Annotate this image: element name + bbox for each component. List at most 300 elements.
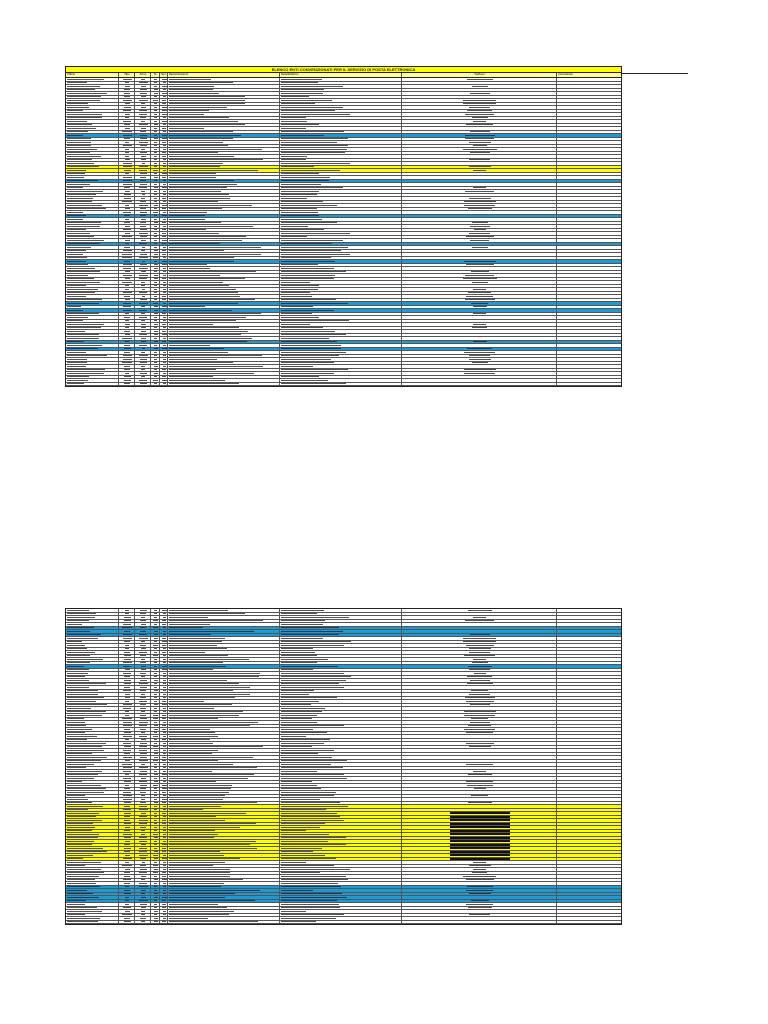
illegible-text — [141, 128, 146, 129]
illegible-text — [67, 708, 91, 709]
illegible-text — [162, 739, 166, 740]
table-cell — [119, 714, 135, 717]
table-cell — [135, 861, 151, 864]
table-cell — [135, 809, 151, 812]
illegible-text — [463, 278, 497, 279]
illegible-text — [464, 373, 495, 374]
illegible-text — [463, 641, 496, 642]
illegible-text — [281, 107, 343, 108]
illegible-text — [281, 299, 336, 300]
illegible-text — [141, 313, 145, 314]
table-cell — [557, 749, 621, 752]
illegible-text — [163, 771, 166, 772]
table-cell — [119, 669, 135, 672]
table-cell — [66, 655, 119, 658]
table-cell — [557, 889, 621, 892]
illegible-text — [281, 806, 348, 807]
illegible-text — [125, 785, 129, 786]
illegible-text — [169, 659, 249, 660]
table-cell — [160, 267, 168, 270]
illegible-text — [281, 282, 310, 283]
table-cell — [135, 113, 151, 116]
table-cell — [119, 120, 135, 123]
illegible-text — [125, 233, 130, 234]
table-cell — [135, 96, 151, 99]
table-cell — [280, 648, 402, 651]
table-cell — [280, 735, 402, 738]
illegible-text — [139, 345, 147, 346]
illegible-text — [169, 918, 208, 919]
table-cell — [135, 732, 151, 735]
illegible-text — [162, 813, 166, 814]
illegible-text — [281, 911, 306, 912]
table-cell — [119, 665, 135, 668]
table-cell — [135, 120, 151, 123]
illegible-text — [67, 715, 102, 716]
table-cell — [119, 344, 135, 347]
illegible-text — [124, 802, 131, 803]
illegible-text — [169, 662, 223, 663]
illegible-text — [153, 212, 158, 213]
table-cell — [151, 117, 160, 120]
illegible-text — [281, 900, 337, 901]
illegible-text — [281, 341, 337, 342]
table-cell — [151, 145, 160, 148]
table-cell — [168, 337, 280, 340]
table-cell — [160, 861, 168, 864]
table-cell — [151, 781, 160, 784]
illegible-text — [465, 620, 494, 621]
table-cell — [119, 379, 135, 382]
table-cell — [280, 313, 402, 316]
table-cell — [557, 236, 621, 239]
illegible-text — [169, 907, 227, 908]
illegible-text — [154, 208, 157, 209]
illegible-text — [154, 813, 157, 814]
illegible-text — [67, 820, 102, 821]
illegible-text — [139, 767, 148, 768]
table-cell — [160, 337, 168, 340]
illegible-text — [141, 79, 145, 80]
table-cell — [151, 201, 160, 204]
illegible-text — [141, 624, 146, 625]
illegible-text — [162, 788, 167, 789]
illegible-text — [281, 226, 308, 227]
illegible-text — [169, 191, 221, 192]
illegible-text — [67, 285, 86, 286]
illegible-text — [169, 893, 235, 894]
table-cell — [557, 358, 621, 361]
table-cell — [168, 379, 280, 382]
table-cell — [151, 802, 160, 805]
illegible-text — [67, 771, 102, 772]
table-cell — [557, 162, 621, 165]
table-cell — [402, 718, 557, 721]
illegible-text — [140, 135, 147, 136]
illegible-text — [124, 655, 131, 656]
table-cell — [557, 267, 621, 270]
table-cell — [135, 292, 151, 295]
table-cell — [135, 295, 151, 298]
table-cell — [151, 106, 160, 109]
table-cell — [119, 225, 135, 228]
table-cell — [66, 117, 119, 120]
illegible-text — [163, 655, 166, 656]
table-cell — [135, 662, 151, 665]
table-cell — [168, 760, 280, 763]
table-cell — [66, 844, 119, 847]
table-cell — [402, 138, 557, 141]
table-cell — [135, 281, 151, 284]
table-cell — [151, 281, 160, 284]
table-cell — [168, 819, 280, 822]
table-cell — [66, 302, 119, 305]
table-cell — [119, 232, 135, 235]
table-cell — [160, 383, 168, 386]
illegible-text — [281, 827, 320, 828]
table-cell — [557, 613, 621, 616]
table-cell — [168, 330, 280, 333]
table-cell — [402, 180, 557, 183]
table-cell — [168, 187, 280, 190]
table-cell — [160, 281, 168, 284]
table-cell — [402, 634, 557, 637]
illegible-text — [154, 355, 157, 356]
table-cell — [160, 320, 168, 323]
table-cell — [280, 893, 402, 896]
illegible-text — [169, 613, 245, 614]
illegible-text — [122, 627, 132, 628]
table-cell — [557, 166, 621, 169]
illegible-text — [139, 82, 148, 83]
illegible-text — [154, 708, 157, 709]
table-cell — [557, 127, 621, 130]
illegible-text — [141, 844, 146, 845]
table-cell — [160, 882, 168, 885]
illegible-text — [67, 96, 101, 97]
table-cell — [160, 369, 168, 372]
illegible-text — [154, 876, 157, 877]
illegible-text — [169, 110, 209, 111]
illegible-text — [140, 208, 146, 209]
illegible-text — [281, 334, 346, 335]
illegible-text — [163, 345, 166, 346]
table-cell — [66, 295, 119, 298]
illegible-text — [123, 725, 132, 726]
table-cell — [151, 169, 160, 172]
table-cell — [151, 613, 160, 616]
illegible-text — [140, 215, 146, 216]
illegible-text — [281, 170, 340, 171]
table-cell — [160, 700, 168, 703]
illegible-text — [139, 187, 147, 188]
illegible-text — [154, 883, 157, 884]
illegible-text — [163, 310, 166, 311]
illegible-text — [281, 883, 338, 884]
illegible-text — [125, 610, 129, 611]
table-cell — [402, 791, 557, 794]
table-cell — [402, 630, 557, 633]
table-cell — [160, 854, 168, 857]
table-cell — [151, 896, 160, 899]
illegible-text — [466, 879, 494, 880]
illegible-text — [141, 911, 145, 912]
illegible-text — [473, 306, 487, 307]
table-cell — [402, 784, 557, 787]
illegible-text — [281, 645, 344, 646]
table-cell — [557, 204, 621, 207]
illegible-text — [472, 662, 488, 663]
illegible-text — [125, 313, 129, 314]
illegible-text — [169, 331, 248, 332]
illegible-text — [162, 313, 166, 314]
table-cell — [280, 229, 402, 232]
table-cell — [557, 141, 621, 144]
table-cell — [280, 103, 402, 106]
table-cell — [160, 735, 168, 738]
illegible-text — [154, 352, 157, 353]
table-cell — [280, 162, 402, 165]
illegible-text — [281, 795, 334, 796]
table-cell — [402, 166, 557, 169]
illegible-text — [163, 383, 166, 384]
illegible-text — [139, 303, 148, 304]
illegible-text — [281, 872, 320, 873]
table-cell — [66, 243, 119, 246]
illegible-text — [123, 722, 132, 723]
illegible-text — [139, 886, 148, 887]
table-cell — [557, 917, 621, 920]
table-cell — [557, 344, 621, 347]
illegible-text — [281, 697, 337, 698]
illegible-text — [124, 676, 130, 677]
illegible-text — [162, 331, 166, 332]
table-cell — [160, 858, 168, 861]
illegible-text — [154, 268, 158, 269]
table-cell — [66, 893, 119, 896]
illegible-text — [163, 694, 166, 695]
table-cell — [168, 903, 280, 906]
table-cell — [168, 260, 280, 263]
illegible-text — [169, 359, 217, 360]
table-cell — [66, 700, 119, 703]
illegible-text — [154, 145, 157, 146]
table-cell — [151, 131, 160, 134]
table-cell — [119, 711, 135, 714]
table-cell — [119, 285, 135, 288]
illegible-text — [162, 128, 166, 129]
table-cell — [66, 148, 119, 151]
illegible-text — [125, 149, 129, 150]
illegible-text — [141, 156, 146, 157]
table-cell — [280, 316, 402, 319]
illegible-text — [124, 331, 130, 332]
illegible-text — [141, 159, 146, 160]
illegible-text — [162, 121, 167, 122]
table-cell — [160, 847, 168, 850]
illegible-text — [154, 680, 158, 681]
table-cell — [160, 868, 168, 871]
table-cell — [151, 826, 160, 829]
illegible-text — [67, 921, 98, 922]
illegible-text — [281, 205, 337, 206]
table-cell — [280, 225, 402, 228]
table-cell — [280, 341, 402, 344]
table-cell — [151, 334, 160, 337]
illegible-text — [154, 177, 158, 178]
table-cell — [151, 141, 160, 144]
table-cell — [557, 665, 621, 668]
table-cell — [151, 735, 160, 738]
table-cell — [160, 106, 168, 109]
illegible-text — [142, 296, 145, 297]
table-cell — [151, 351, 160, 354]
illegible-text — [125, 128, 130, 129]
illegible-text — [67, 687, 89, 688]
table-cell — [160, 770, 168, 773]
illegible-text — [163, 613, 166, 614]
illegible-text — [281, 317, 319, 318]
table-cell — [402, 781, 557, 784]
illegible-text — [281, 257, 331, 258]
illegible-text — [122, 254, 132, 255]
table-cell — [168, 697, 280, 700]
illegible-text — [141, 830, 145, 831]
table-cell — [119, 858, 135, 861]
table-cell — [280, 641, 402, 644]
table-cell — [151, 152, 160, 155]
illegible-text — [153, 736, 158, 737]
illegible-text — [163, 631, 166, 632]
table-cell — [119, 837, 135, 840]
illegible-text — [154, 806, 157, 807]
illegible-text — [472, 222, 488, 223]
table-cell — [557, 148, 621, 151]
table-cell — [151, 767, 160, 770]
table-cell — [119, 299, 135, 302]
illegible-text — [163, 359, 166, 360]
illegible-text — [169, 669, 213, 670]
table-cell — [557, 690, 621, 693]
table-cell — [151, 299, 160, 302]
illegible-text — [123, 778, 131, 779]
table-cell — [168, 243, 280, 246]
illegible-text — [140, 704, 146, 705]
table-cell — [66, 823, 119, 826]
illegible-text — [154, 366, 158, 367]
illegible-text — [154, 166, 157, 167]
illegible-text — [169, 858, 240, 859]
illegible-text — [67, 666, 84, 667]
illegible-text — [281, 746, 312, 747]
table-cell — [66, 309, 119, 312]
table-cell — [402, 802, 557, 805]
table-cell — [557, 907, 621, 910]
table-cell — [557, 784, 621, 787]
table-cell — [280, 917, 402, 920]
illegible-text — [463, 103, 496, 104]
illegible-text — [154, 93, 158, 94]
table-cell — [160, 117, 168, 120]
table-cell — [402, 145, 557, 148]
table-cell — [557, 882, 621, 885]
table-cell — [135, 176, 151, 179]
illegible-text — [154, 830, 157, 831]
table-cell — [557, 351, 621, 354]
illegible-text — [464, 711, 496, 712]
table-cell — [151, 756, 160, 759]
illegible-text — [67, 247, 91, 248]
illegible-text — [466, 743, 494, 744]
illegible-text — [163, 226, 166, 227]
illegible-text — [281, 634, 339, 635]
redaction-bar — [450, 816, 510, 818]
illegible-text — [169, 142, 223, 143]
illegible-text — [125, 694, 130, 695]
illegible-text — [139, 233, 148, 234]
table-cell — [160, 264, 168, 267]
illegible-text — [472, 282, 488, 283]
table-cell — [135, 190, 151, 193]
table-cell — [66, 239, 119, 242]
illegible-text — [281, 659, 328, 660]
illegible-text — [140, 373, 147, 374]
table-cell — [168, 288, 280, 291]
table-cell — [402, 110, 557, 113]
illegible-text — [169, 722, 258, 723]
table-cell — [66, 211, 119, 214]
illegible-text — [163, 869, 166, 870]
table-cell — [151, 327, 160, 330]
illegible-text — [139, 268, 148, 269]
illegible-text — [162, 205, 167, 206]
illegible-text — [163, 750, 166, 751]
table-cell — [119, 704, 135, 707]
table-cell — [160, 253, 168, 256]
illegible-text — [281, 261, 335, 262]
table-cell — [280, 627, 402, 630]
illegible-text — [154, 152, 157, 153]
table-cell — [280, 131, 402, 134]
table-cell — [168, 921, 280, 924]
table-cell — [280, 106, 402, 109]
illegible-text — [140, 662, 146, 663]
table-cell — [557, 763, 621, 766]
illegible-text — [163, 893, 166, 894]
table-cell — [135, 665, 151, 668]
table-cell — [557, 215, 621, 218]
table-cell — [557, 285, 621, 288]
illegible-text — [139, 257, 148, 258]
illegible-text — [139, 110, 147, 111]
illegible-text — [169, 138, 233, 139]
table-cell — [151, 372, 160, 375]
illegible-text — [470, 152, 490, 153]
illegible-text — [67, 746, 102, 747]
illegible-text — [141, 739, 146, 740]
table-cell — [66, 616, 119, 619]
table-cell — [160, 826, 168, 829]
illegible-text — [139, 851, 147, 852]
illegible-text — [123, 809, 131, 810]
illegible-text — [125, 289, 129, 290]
illegible-text — [281, 701, 319, 702]
illegible-text — [169, 296, 240, 297]
illegible-text — [474, 788, 486, 789]
table-cell — [135, 232, 151, 235]
illegible-text — [154, 617, 157, 618]
table-cell — [557, 651, 621, 654]
